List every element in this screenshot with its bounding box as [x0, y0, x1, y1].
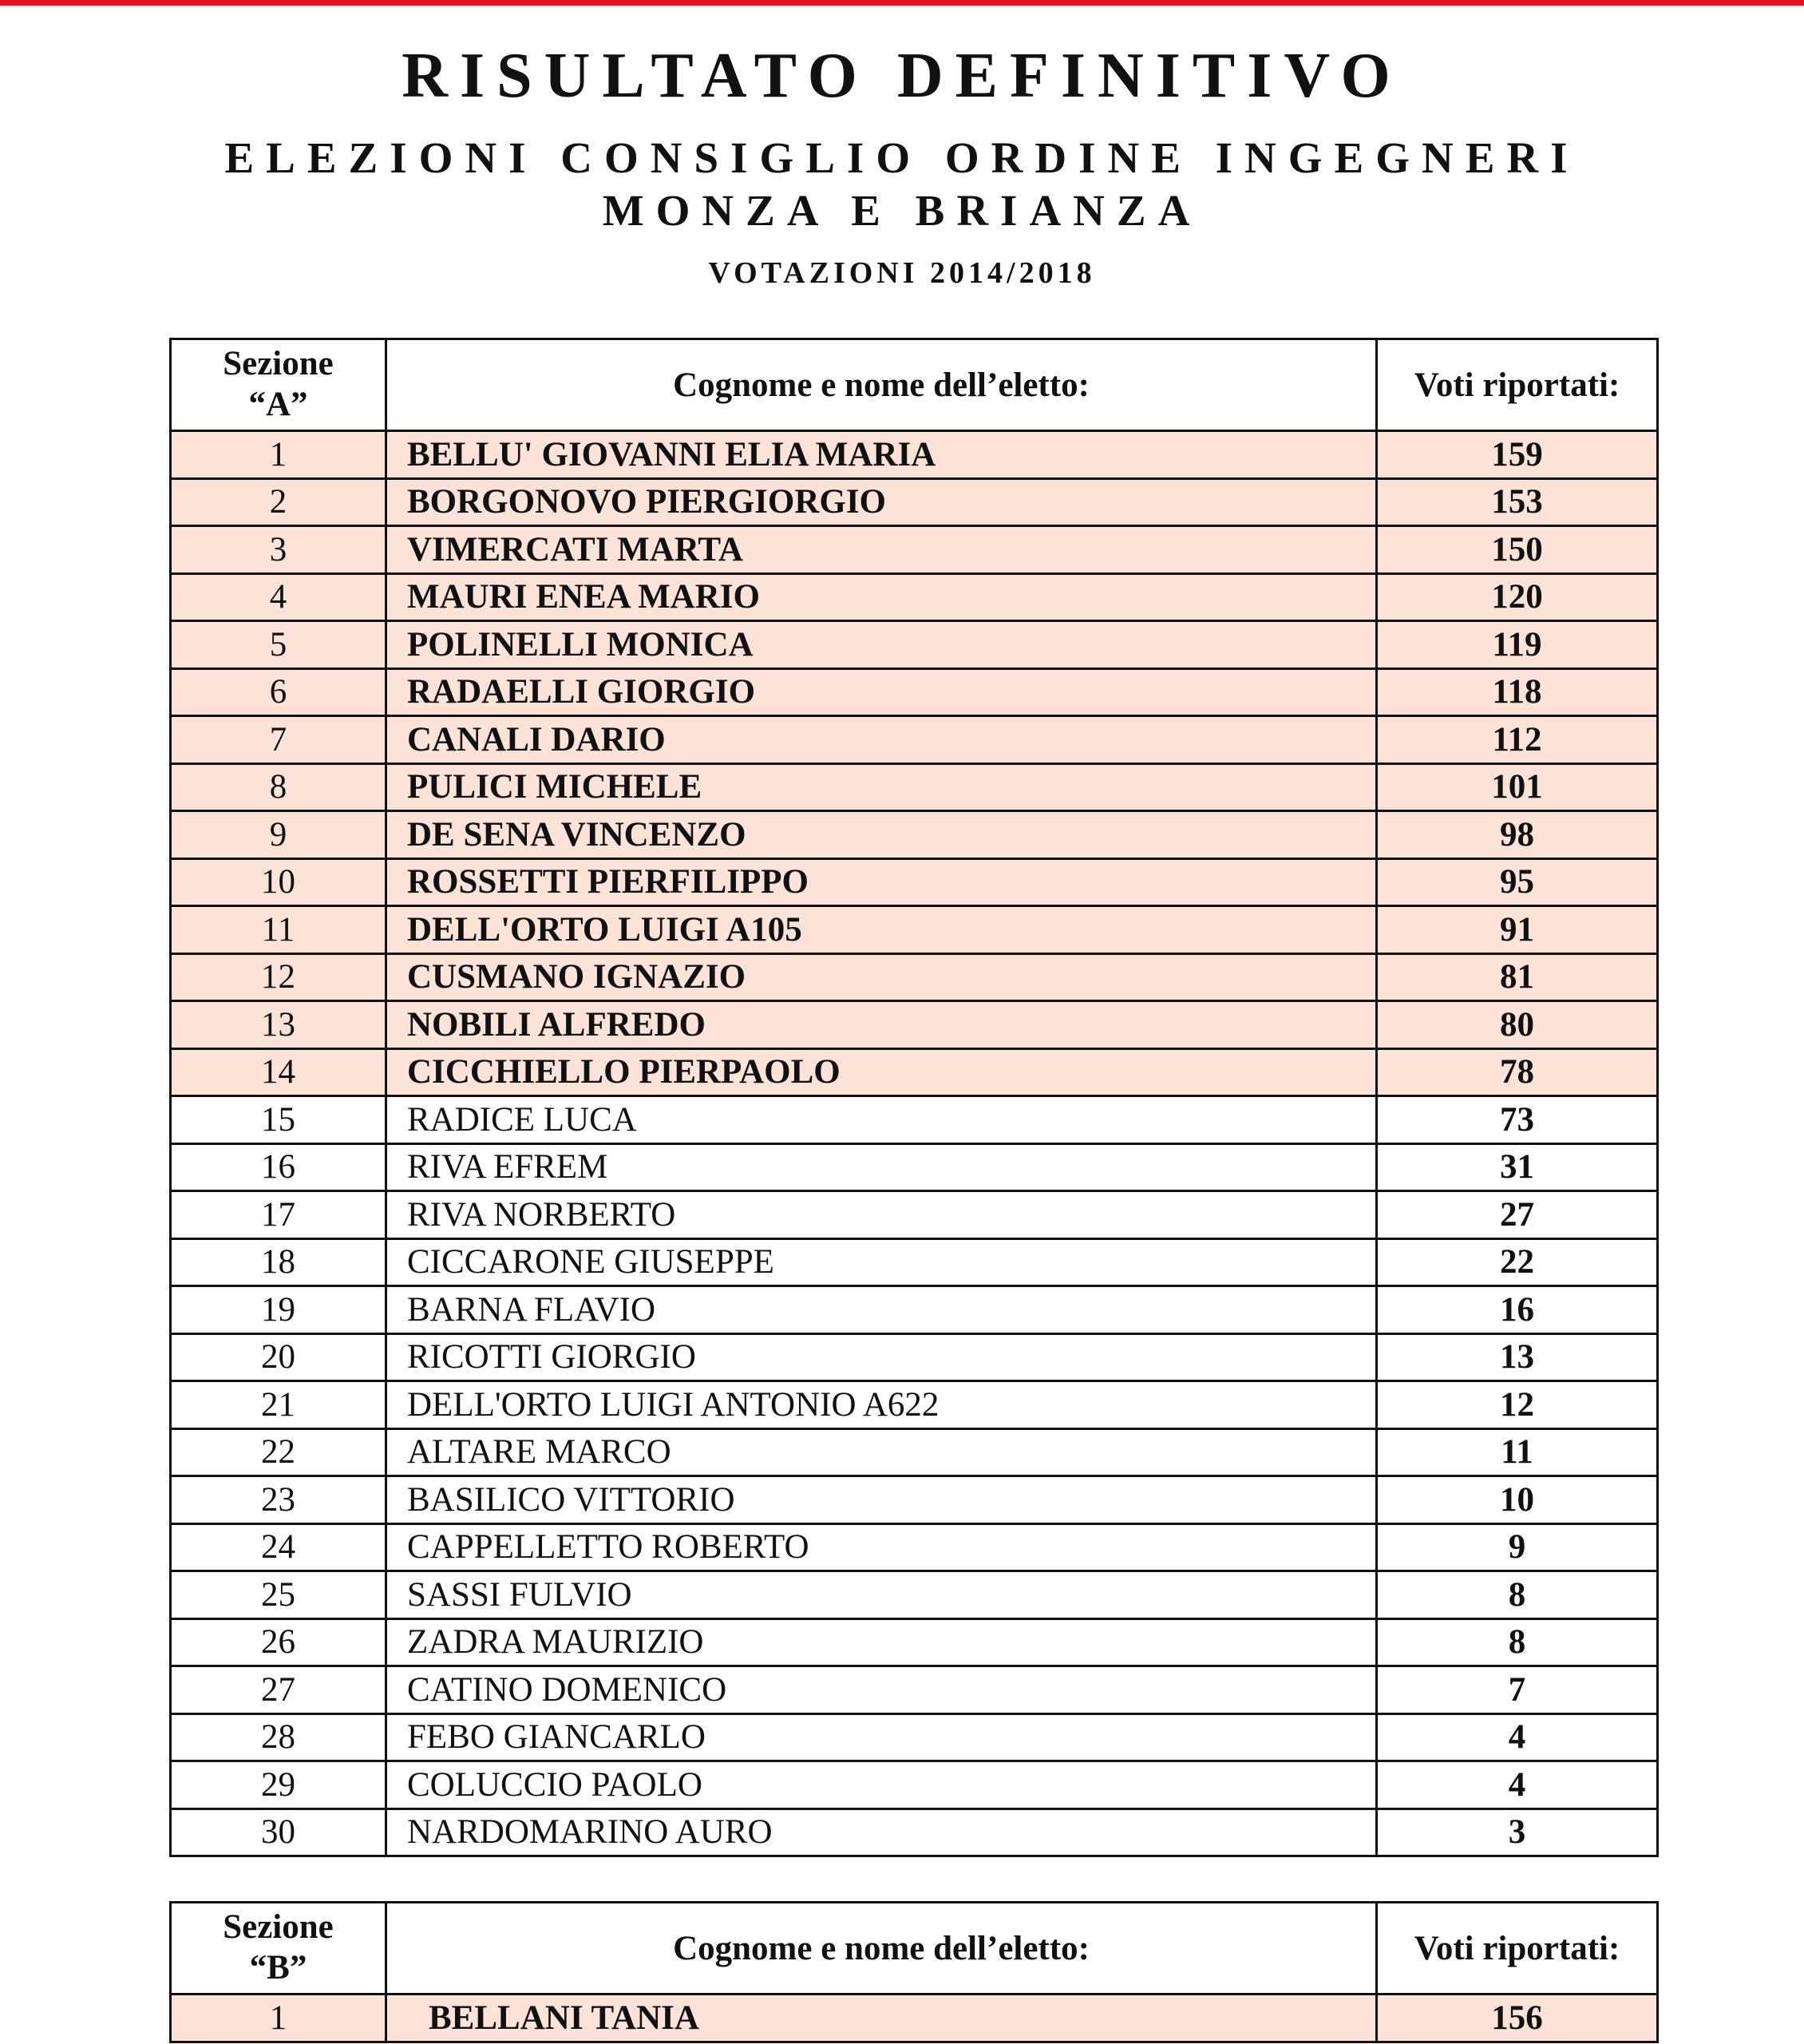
candidate-name: RADAELLI GIORGIO	[386, 668, 1377, 716]
candidate-name: ZADRA MAURIZIO	[386, 1618, 1377, 1666]
table-row	[171, 1428, 1658, 1476]
section-label: Sezione	[223, 345, 334, 383]
table-row	[171, 668, 1658, 716]
vote-count: 118	[1377, 668, 1658, 716]
name-column-header: Cognome e nome dell’eletto:	[386, 339, 1377, 431]
row-number: 21	[171, 1381, 386, 1429]
row-number: 2	[171, 478, 386, 526]
vote-count: 112	[1377, 716, 1658, 764]
vote-count: 27	[1377, 1191, 1658, 1239]
vote-count: 9	[1377, 1523, 1658, 1571]
section-letter: “B”	[249, 1949, 307, 1987]
candidate-name: DELL'ORTO LUIGI A105	[386, 906, 1377, 954]
candidate-name: DELL'ORTO LUIGI ANTONIO A622	[386, 1381, 1377, 1429]
row-number: 13	[171, 1001, 386, 1049]
row-number: 19	[171, 1286, 386, 1334]
candidate-name: RADICE LUCA	[386, 1096, 1377, 1144]
table-row	[171, 1143, 1658, 1191]
vote-count: 11	[1377, 1428, 1658, 1476]
candidate-name: PULICI MICHELE	[386, 763, 1377, 811]
vote-count: 8	[1377, 1618, 1658, 1666]
candidate-name: CICCHIELLO PIERPAOLO	[386, 1048, 1377, 1096]
vote-count: 73	[1377, 1096, 1658, 1144]
section-b-results-table	[169, 1901, 1659, 2043]
vote-count: 156	[1377, 1994, 1658, 2042]
row-number: 9	[171, 811, 386, 859]
top-red-rule	[0, 0, 1804, 6]
table-row	[171, 1713, 1658, 1761]
candidate-name: BASILICO VITTORIO	[386, 1476, 1377, 1524]
row-number: 10	[171, 858, 386, 906]
candidate-name: MAURI ENEA MARIO	[386, 573, 1377, 621]
name-column-header: Cognome e nome dell’eletto:	[386, 1903, 1377, 1994]
candidate-name: BARNA FLAVIO	[386, 1286, 1377, 1334]
document-title: RISULTATO DEFINITIVO	[402, 41, 1402, 111]
row-number: 18	[171, 1238, 386, 1286]
row-number: 22	[171, 1428, 386, 1476]
row-number: 27	[171, 1666, 386, 1714]
row-number: 23	[171, 1476, 386, 1524]
vote-count: 98	[1377, 811, 1658, 859]
table-row	[171, 1333, 1658, 1381]
row-number: 11	[171, 906, 386, 954]
vote-count: 22	[1377, 1238, 1658, 1286]
election-period: VOTAZIONI 2014/2018	[708, 256, 1096, 290]
row-number: 4	[171, 573, 386, 621]
vote-count: 12	[1377, 1381, 1658, 1429]
section-label: Sezione	[223, 1908, 334, 1947]
table-row	[171, 1761, 1658, 1809]
row-number: 28	[171, 1713, 386, 1761]
row-number: 7	[171, 716, 386, 764]
table-row	[171, 621, 1658, 669]
table-row	[171, 1808, 1658, 1856]
candidate-name: RIVA NORBERTO	[386, 1191, 1377, 1239]
candidate-name: SASSI FULVIO	[386, 1571, 1377, 1619]
row-number: 24	[171, 1523, 386, 1571]
table-row	[171, 763, 1658, 811]
candidate-name: CATINO DOMENICO	[386, 1666, 1377, 1714]
document-subtitle-line2: MONZA E BRIANZA	[602, 186, 1202, 235]
table-row	[171, 1994, 1658, 2042]
vote-count: 120	[1377, 573, 1658, 621]
vote-count: 153	[1377, 478, 1658, 526]
candidate-name: BELLANI TANIA	[386, 1994, 1377, 2042]
row-number: 5	[171, 621, 386, 669]
table-row	[171, 478, 1658, 526]
candidate-name: NARDOMARINO AURO	[386, 1808, 1377, 1856]
table-row	[171, 1523, 1658, 1571]
candidate-name: CANALI DARIO	[386, 716, 1377, 764]
vote-count: 31	[1377, 1143, 1658, 1191]
row-number: 14	[171, 1048, 386, 1096]
row-number: 29	[171, 1761, 386, 1809]
candidate-name: NOBILI ALFREDO	[386, 1001, 1377, 1049]
row-number: 8	[171, 763, 386, 811]
candidate-name: DE SENA VINCENZO	[386, 811, 1377, 859]
table-row	[171, 573, 1658, 621]
vote-count: 95	[1377, 858, 1658, 906]
candidate-name: COLUCCIO PAOLO	[386, 1761, 1377, 1809]
document-subtitle-line1: ELEZIONI CONSIGLIO ORDINE INGEGNERI	[224, 133, 1580, 182]
section-a-rows	[171, 431, 1658, 1856]
table-row	[171, 1001, 1658, 1049]
section-b-rows	[171, 1994, 1658, 2042]
row-number: 26	[171, 1618, 386, 1666]
row-number: 16	[171, 1143, 386, 1191]
vote-count: 10	[1377, 1476, 1658, 1524]
table-row	[171, 1096, 1658, 1144]
votes-column-header: Voti riportati:	[1377, 1903, 1658, 1994]
row-number: 6	[171, 668, 386, 716]
vote-count: 81	[1377, 953, 1658, 1001]
table-row	[171, 716, 1658, 764]
table-row	[171, 431, 1658, 479]
vote-count: 78	[1377, 1048, 1658, 1096]
table-row	[171, 1666, 1658, 1714]
candidate-name: BELLU' GIOVANNI ELIA MARIA	[386, 431, 1377, 479]
row-number: 17	[171, 1191, 386, 1239]
vote-count: 101	[1377, 763, 1658, 811]
table-row	[171, 811, 1658, 859]
table-row	[171, 858, 1658, 906]
vote-count: 16	[1377, 1286, 1658, 1334]
vote-count: 4	[1377, 1713, 1658, 1761]
table-header-row	[171, 1903, 1658, 1994]
candidate-name: FEBO GIANCARLO	[386, 1713, 1377, 1761]
candidate-name: RICOTTI GIORGIO	[386, 1333, 1377, 1381]
vote-count: 8	[1377, 1571, 1658, 1619]
table-row	[171, 1381, 1658, 1429]
candidate-name: ALTARE MARCO	[386, 1428, 1377, 1476]
table-row	[171, 1618, 1658, 1666]
candidate-name: VIMERCATI MARTA	[386, 526, 1377, 574]
section-header-cell	[171, 339, 386, 431]
row-number: 20	[171, 1333, 386, 1381]
table-row	[171, 1191, 1658, 1239]
table-row	[171, 1476, 1658, 1524]
vote-count: 13	[1377, 1333, 1658, 1381]
table-row	[171, 953, 1658, 1001]
candidate-name: BORGONOVO PIERGIORGIO	[386, 478, 1377, 526]
candidate-name: CUSMANO IGNAZIO	[386, 953, 1377, 1001]
section-header-cell	[171, 1903, 386, 1994]
vote-count: 150	[1377, 526, 1658, 574]
table-row	[171, 526, 1658, 574]
row-number: 12	[171, 953, 386, 1001]
table-row	[171, 1238, 1658, 1286]
votes-column-header: Voti riportati:	[1377, 339, 1658, 431]
table-row	[171, 1286, 1658, 1334]
row-number: 1	[171, 1994, 386, 2042]
row-number: 30	[171, 1808, 386, 1856]
table-row	[171, 906, 1658, 954]
candidate-name: RIVA EFREM	[386, 1143, 1377, 1191]
candidate-name: CICCARONE GIUSEPPE	[386, 1238, 1377, 1286]
section-a-results-table	[169, 338, 1659, 1857]
vote-count: 3	[1377, 1808, 1658, 1856]
candidate-name: ROSSETTI PIERFILIPPO	[386, 858, 1377, 906]
table-header-row	[171, 339, 1658, 431]
vote-count: 159	[1377, 431, 1658, 479]
candidate-name: POLINELLI MONICA	[386, 621, 1377, 669]
table-row	[171, 1048, 1658, 1096]
vote-count: 4	[1377, 1761, 1658, 1809]
row-number: 3	[171, 526, 386, 574]
row-number: 25	[171, 1571, 386, 1619]
vote-count: 7	[1377, 1666, 1658, 1714]
row-number: 15	[171, 1096, 386, 1144]
vote-count: 91	[1377, 906, 1658, 954]
table-row	[171, 1571, 1658, 1619]
row-number: 1	[171, 431, 386, 479]
vote-count: 119	[1377, 621, 1658, 669]
vote-count: 80	[1377, 1001, 1658, 1049]
candidate-name: CAPPELLETTO ROBERTO	[386, 1523, 1377, 1571]
section-letter: “A”	[248, 386, 308, 423]
